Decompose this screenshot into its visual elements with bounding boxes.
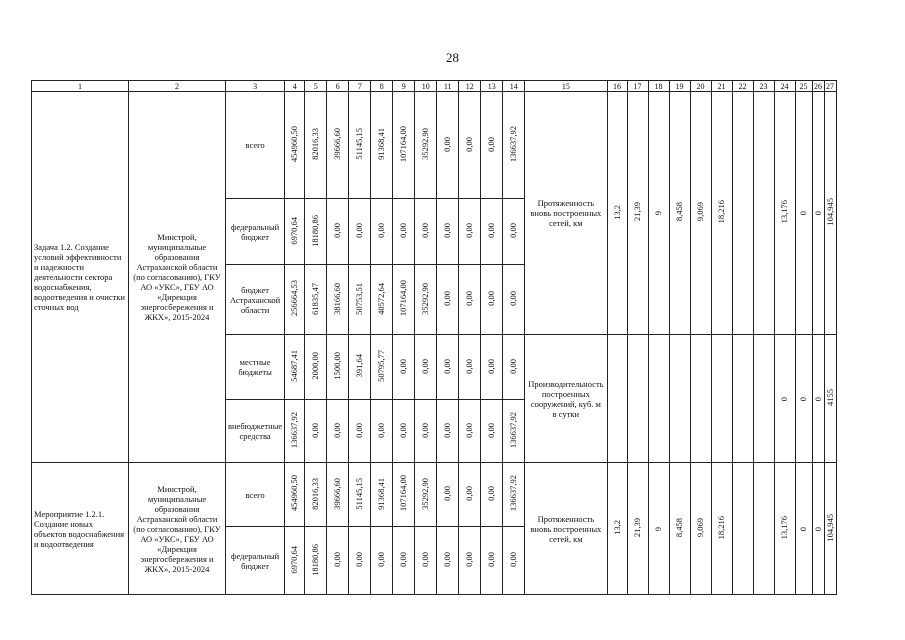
value-cell xyxy=(393,527,415,595)
value-cell xyxy=(349,92,371,199)
cell-value: 454960,50 xyxy=(289,475,300,512)
cell-value: 4155 xyxy=(824,389,835,406)
value-cell xyxy=(371,400,393,463)
value-cell xyxy=(437,463,459,527)
cell-value: 39666,60 xyxy=(332,477,343,510)
cell-value: 0,00 xyxy=(332,552,343,567)
cell-value: 0 xyxy=(779,396,790,401)
value-cell xyxy=(371,463,393,527)
indicator-value xyxy=(648,335,669,463)
value-cell xyxy=(503,400,525,463)
cell-value: 0,00 xyxy=(442,291,453,306)
value-cell xyxy=(503,265,525,335)
cell-value: 35292,90 xyxy=(420,282,431,315)
value-cell xyxy=(327,400,349,463)
cell-value: 0,00 xyxy=(354,223,365,238)
task-cell: Мероприятие 1.2.1. Создание новых объектов водоснабжения и водоотведения xyxy=(32,463,129,595)
indicator-value xyxy=(824,92,836,335)
value-cell xyxy=(371,335,393,400)
cell-value: 8,458 xyxy=(674,517,685,538)
cell-value: 0,00 xyxy=(486,136,497,152)
column-number: 17 xyxy=(627,81,648,92)
cell-value: 0,00 xyxy=(420,358,431,374)
value-cell xyxy=(371,265,393,335)
value-cell xyxy=(393,199,415,265)
cell-value: 0,00 xyxy=(442,358,453,374)
cell-value: 454960,50 xyxy=(289,125,300,163)
value-cell xyxy=(371,92,393,199)
cell-value: 13,2 xyxy=(611,204,622,220)
source-label: местные бюджеты xyxy=(226,335,285,400)
value-cell xyxy=(285,527,305,595)
indicator-value xyxy=(795,335,812,463)
cell-value: 136637,92 xyxy=(289,411,300,449)
value-cell xyxy=(285,92,305,199)
value-cell xyxy=(459,400,481,463)
cell-value: 13,176 xyxy=(779,200,790,224)
value-cell xyxy=(481,463,503,527)
value-cell xyxy=(393,265,415,335)
cell-value: 9,069 xyxy=(695,517,706,538)
value-cell xyxy=(285,400,305,463)
cell-value: 0,00 xyxy=(332,223,343,238)
indicator-value xyxy=(627,92,648,335)
cell-value: 391,64 xyxy=(354,354,365,378)
column-number: 9 xyxy=(393,81,415,92)
column-number: 12 xyxy=(459,81,481,92)
cell-value: 91368,41 xyxy=(376,128,387,160)
value-cell xyxy=(327,199,349,265)
value-cell xyxy=(349,400,371,463)
cell-value: 0,00 xyxy=(398,358,409,374)
value-cell xyxy=(415,527,437,595)
column-number: 2 xyxy=(129,81,226,92)
cell-value: 0,00 xyxy=(398,422,409,438)
value-cell xyxy=(285,265,305,335)
executor-cell: Минстрой, муниципальные образования Астраханской области (по согласованию), ГКУ АО «УКС», ГБУ АО «Дирекция энергосбережения и ЖКХ», 2015-2024 xyxy=(129,463,226,595)
cell-value: 104,945 xyxy=(824,513,835,542)
indicator-value xyxy=(690,335,711,463)
value-cell xyxy=(393,335,415,400)
value-cell xyxy=(349,199,371,265)
value-cell xyxy=(503,92,525,199)
indicator-value xyxy=(774,463,795,595)
value-cell xyxy=(327,92,349,199)
cell-value: 54687,41 xyxy=(289,350,300,382)
cell-value: 0,00 xyxy=(420,223,431,238)
cell-value: 0,00 xyxy=(442,486,453,501)
indicator-value xyxy=(690,463,711,595)
cell-value: 18180,86 xyxy=(310,214,321,247)
cell-value: 0,00 xyxy=(508,552,519,567)
indicator-value xyxy=(812,463,824,595)
cell-value: 0,00 xyxy=(442,223,453,238)
cell-value: 0,00 xyxy=(486,422,497,438)
indicator-value xyxy=(648,92,669,335)
indicator-value xyxy=(753,92,774,335)
cell-value: 0,00 xyxy=(464,422,475,438)
column-number: 7 xyxy=(349,81,371,92)
cell-value: 0,00 xyxy=(486,552,497,567)
value-cell xyxy=(415,199,437,265)
value-cell xyxy=(437,92,459,199)
value-cell xyxy=(481,400,503,463)
indicator-value xyxy=(753,335,774,463)
column-number: 26 xyxy=(814,81,823,91)
cell-value: 107164,00 xyxy=(398,125,409,163)
cell-value: 51145,15 xyxy=(354,128,365,160)
cell-value: 0,00 xyxy=(442,422,453,438)
indicator-value xyxy=(627,463,648,595)
value-cell xyxy=(437,265,459,335)
column-number: 1 xyxy=(32,81,129,92)
cell-value: 0,00 xyxy=(464,552,475,567)
column-number: 27 xyxy=(826,81,835,91)
value-cell xyxy=(327,463,349,527)
indicator-value xyxy=(627,335,648,463)
value-cell xyxy=(305,400,327,463)
indicator-value xyxy=(669,335,690,463)
indicator-value xyxy=(795,92,812,335)
indicator-value xyxy=(774,335,795,463)
cell-value: 0,00 xyxy=(464,486,475,501)
source-label: федеральный бюджет xyxy=(226,527,285,595)
cell-value: 0,00 xyxy=(442,552,453,567)
value-cell xyxy=(503,199,525,265)
source-label: федеральный бюджет xyxy=(226,199,285,265)
value-cell xyxy=(415,265,437,335)
cell-value: 104,945 xyxy=(824,198,835,226)
value-cell xyxy=(393,463,415,527)
column-number: 5 xyxy=(305,81,327,92)
value-cell xyxy=(481,527,503,595)
indicator-value xyxy=(824,335,836,463)
cell-value: 82016,33 xyxy=(310,128,321,160)
value-cell xyxy=(459,527,481,595)
column-number: 11 xyxy=(437,81,459,92)
column-number: 20 xyxy=(690,81,711,92)
indicator-value xyxy=(732,92,753,335)
value-cell xyxy=(305,199,327,265)
value-cell xyxy=(327,335,349,400)
cell-value: 50795,77 xyxy=(376,350,387,382)
cell-value: 61835,47 xyxy=(310,282,321,315)
value-cell xyxy=(459,335,481,400)
value-cell xyxy=(503,463,525,527)
cell-value: 0,00 xyxy=(398,223,409,238)
indicator-value xyxy=(774,92,795,335)
source-label: всего xyxy=(226,92,285,199)
column-number: 22 xyxy=(732,81,753,92)
cell-value: 0 xyxy=(812,396,823,401)
indicator-value xyxy=(824,463,836,595)
source-label: внебюджетные средства xyxy=(226,400,285,463)
value-cell xyxy=(371,527,393,595)
value-cell xyxy=(305,265,327,335)
indicator-value xyxy=(812,335,824,463)
cell-value: 0,00 xyxy=(508,291,519,306)
value-cell xyxy=(327,527,349,595)
source-label: бюджет Астраханской области xyxy=(226,265,285,335)
cell-value: 1500,00 xyxy=(332,352,343,380)
budget-table xyxy=(31,80,837,595)
cell-value: 0,00 xyxy=(464,136,475,152)
indicator-name: Производительность построенных сооружений, куб. м в сутки xyxy=(525,335,607,463)
indicator-value xyxy=(669,92,690,335)
table-row xyxy=(32,92,837,199)
cell-value: 13,176 xyxy=(779,515,790,540)
column-number: 3 xyxy=(226,81,285,92)
cell-value: 35292,90 xyxy=(420,477,431,510)
cell-value: 0,00 xyxy=(332,422,343,438)
column-number: 23 xyxy=(753,81,774,92)
value-cell xyxy=(481,92,503,199)
cell-value: 21,39 xyxy=(632,517,643,538)
cell-value: 0,00 xyxy=(376,422,387,438)
column-number: 8 xyxy=(371,81,393,92)
value-cell xyxy=(285,199,305,265)
indicator-name: Протяженность вновь построенных сетей, км xyxy=(525,92,607,335)
source-label: всего xyxy=(226,463,285,527)
value-cell xyxy=(503,527,525,595)
column-number: 24 xyxy=(774,81,795,92)
cell-value: 9 xyxy=(653,526,664,531)
value-cell xyxy=(415,335,437,400)
column-number: 13 xyxy=(481,81,503,92)
value-cell xyxy=(285,335,305,400)
value-cell xyxy=(349,265,371,335)
cell-value: 0,00 xyxy=(398,552,409,567)
column-number: 18 xyxy=(648,81,669,92)
cell-value: 0,00 xyxy=(464,358,475,374)
column-number: 4 xyxy=(285,81,305,92)
indicator-value xyxy=(732,335,753,463)
value-cell xyxy=(481,265,503,335)
value-cell xyxy=(459,92,481,199)
cell-value: 0,00 xyxy=(486,291,497,306)
page-number: 28 xyxy=(446,50,459,65)
cell-value: 0,00 xyxy=(420,552,431,567)
value-cell xyxy=(437,335,459,400)
value-cell xyxy=(481,199,503,265)
column-number: 14 xyxy=(503,81,525,92)
cell-value: 0 xyxy=(812,211,823,216)
value-cell xyxy=(459,463,481,527)
cell-value: 18180,86 xyxy=(310,543,321,576)
cell-value: 0 xyxy=(812,526,823,531)
value-cell xyxy=(481,335,503,400)
value-cell xyxy=(437,199,459,265)
value-cell xyxy=(305,335,327,400)
value-cell xyxy=(285,463,305,527)
value-cell xyxy=(371,199,393,265)
cell-value: 136637,92 xyxy=(508,411,519,449)
value-cell xyxy=(349,335,371,400)
value-cell xyxy=(393,400,415,463)
indicator-value xyxy=(607,335,627,463)
cell-value: 0 xyxy=(798,526,809,531)
column-number: 10 xyxy=(415,81,437,92)
indicator-value xyxy=(711,463,732,595)
cell-value: 0 xyxy=(798,396,809,401)
value-cell xyxy=(503,335,525,400)
value-cell xyxy=(415,400,437,463)
value-cell xyxy=(415,463,437,527)
task-cell: Задача 1.2. Создание условий эффективности и надежности деятельности сектора водоснабжения, водоотведения и очистки сточных вод xyxy=(32,92,129,463)
indicator-value xyxy=(690,92,711,335)
cell-value: 0,00 xyxy=(420,422,431,438)
cell-value: 9,069 xyxy=(695,202,706,222)
cell-value: 0,00 xyxy=(376,552,387,567)
value-cell xyxy=(459,199,481,265)
cell-value: 51145,15 xyxy=(354,477,365,510)
cell-value: 0,00 xyxy=(310,422,321,438)
value-cell xyxy=(327,265,349,335)
value-cell xyxy=(393,92,415,199)
cell-value: 0,00 xyxy=(486,486,497,501)
cell-value: 39666,60 xyxy=(332,128,343,160)
cell-value: 0,00 xyxy=(354,552,365,567)
cell-value: 13,2 xyxy=(611,520,622,535)
indicator-value xyxy=(753,463,774,595)
cell-value: 0,00 xyxy=(464,291,475,306)
column-number-row xyxy=(32,81,837,92)
value-cell xyxy=(415,92,437,199)
cell-value: 0,00 xyxy=(354,422,365,438)
column-number: 19 xyxy=(669,81,690,92)
indicator-value xyxy=(711,335,732,463)
cell-value: 0,00 xyxy=(508,223,519,238)
cell-value: 0,00 xyxy=(464,223,475,238)
indicator-value xyxy=(669,463,690,595)
column-number: 15 xyxy=(525,81,607,92)
indicator-value xyxy=(732,463,753,595)
value-cell xyxy=(437,400,459,463)
indicator-value xyxy=(812,92,824,335)
cell-value: 0 xyxy=(798,211,809,216)
cell-value: 6970,64 xyxy=(289,216,300,245)
cell-value: 82016,33 xyxy=(310,477,321,510)
column-number: 16 xyxy=(607,81,627,92)
indicator-value xyxy=(711,92,732,335)
cell-value: 0,00 xyxy=(508,358,519,374)
cell-value: 136637,92 xyxy=(508,475,519,512)
executor-cell: Минстрой, муниципальные образования Астраханской области (по согласованию), ГКУ АО «УКС», ГБУ АО «Дирекция энергосбережения и ЖКХ», 2015-2024 xyxy=(129,92,226,463)
cell-value: 0,00 xyxy=(486,358,497,374)
cell-value: 6970,64 xyxy=(289,545,300,574)
cell-value: 40572,64 xyxy=(376,282,387,315)
column-number: 21 xyxy=(711,81,732,92)
value-cell xyxy=(305,92,327,199)
cell-value: 0,00 xyxy=(486,223,497,238)
cell-value: 35292,90 xyxy=(420,128,431,160)
cell-value: 91368,41 xyxy=(376,477,387,510)
value-cell xyxy=(459,265,481,335)
column-number: 6 xyxy=(327,81,349,92)
value-cell xyxy=(349,527,371,595)
cell-value: 21,39 xyxy=(632,202,643,222)
indicator-value xyxy=(795,463,812,595)
cell-value: 50753,51 xyxy=(354,282,365,315)
value-cell xyxy=(305,463,327,527)
cell-value: 9 xyxy=(653,211,664,216)
cell-value: 107164,00 xyxy=(398,475,409,512)
cell-value: 136637,92 xyxy=(508,125,519,163)
column-number: 25 xyxy=(795,81,812,92)
cell-value: 8,458 xyxy=(674,202,685,222)
indicator-value xyxy=(607,92,627,335)
cell-value: 18,216 xyxy=(716,515,727,540)
value-cell xyxy=(437,527,459,595)
cell-value: 2000,00 xyxy=(310,352,321,380)
cell-value: 107164,00 xyxy=(398,280,409,317)
cell-value: 0,00 xyxy=(376,223,387,238)
value-cell xyxy=(349,463,371,527)
table-row xyxy=(32,463,837,527)
cell-value: 256664,53 xyxy=(289,280,300,317)
value-cell xyxy=(305,527,327,595)
indicator-value xyxy=(607,463,627,595)
indicator-value xyxy=(648,463,669,595)
indicator-name: Протяженность вновь построенных сетей, км xyxy=(525,463,607,595)
cell-value: 0,00 xyxy=(442,136,453,152)
cell-value: 38166,60 xyxy=(332,282,343,315)
cell-value: 18,216 xyxy=(716,200,727,224)
